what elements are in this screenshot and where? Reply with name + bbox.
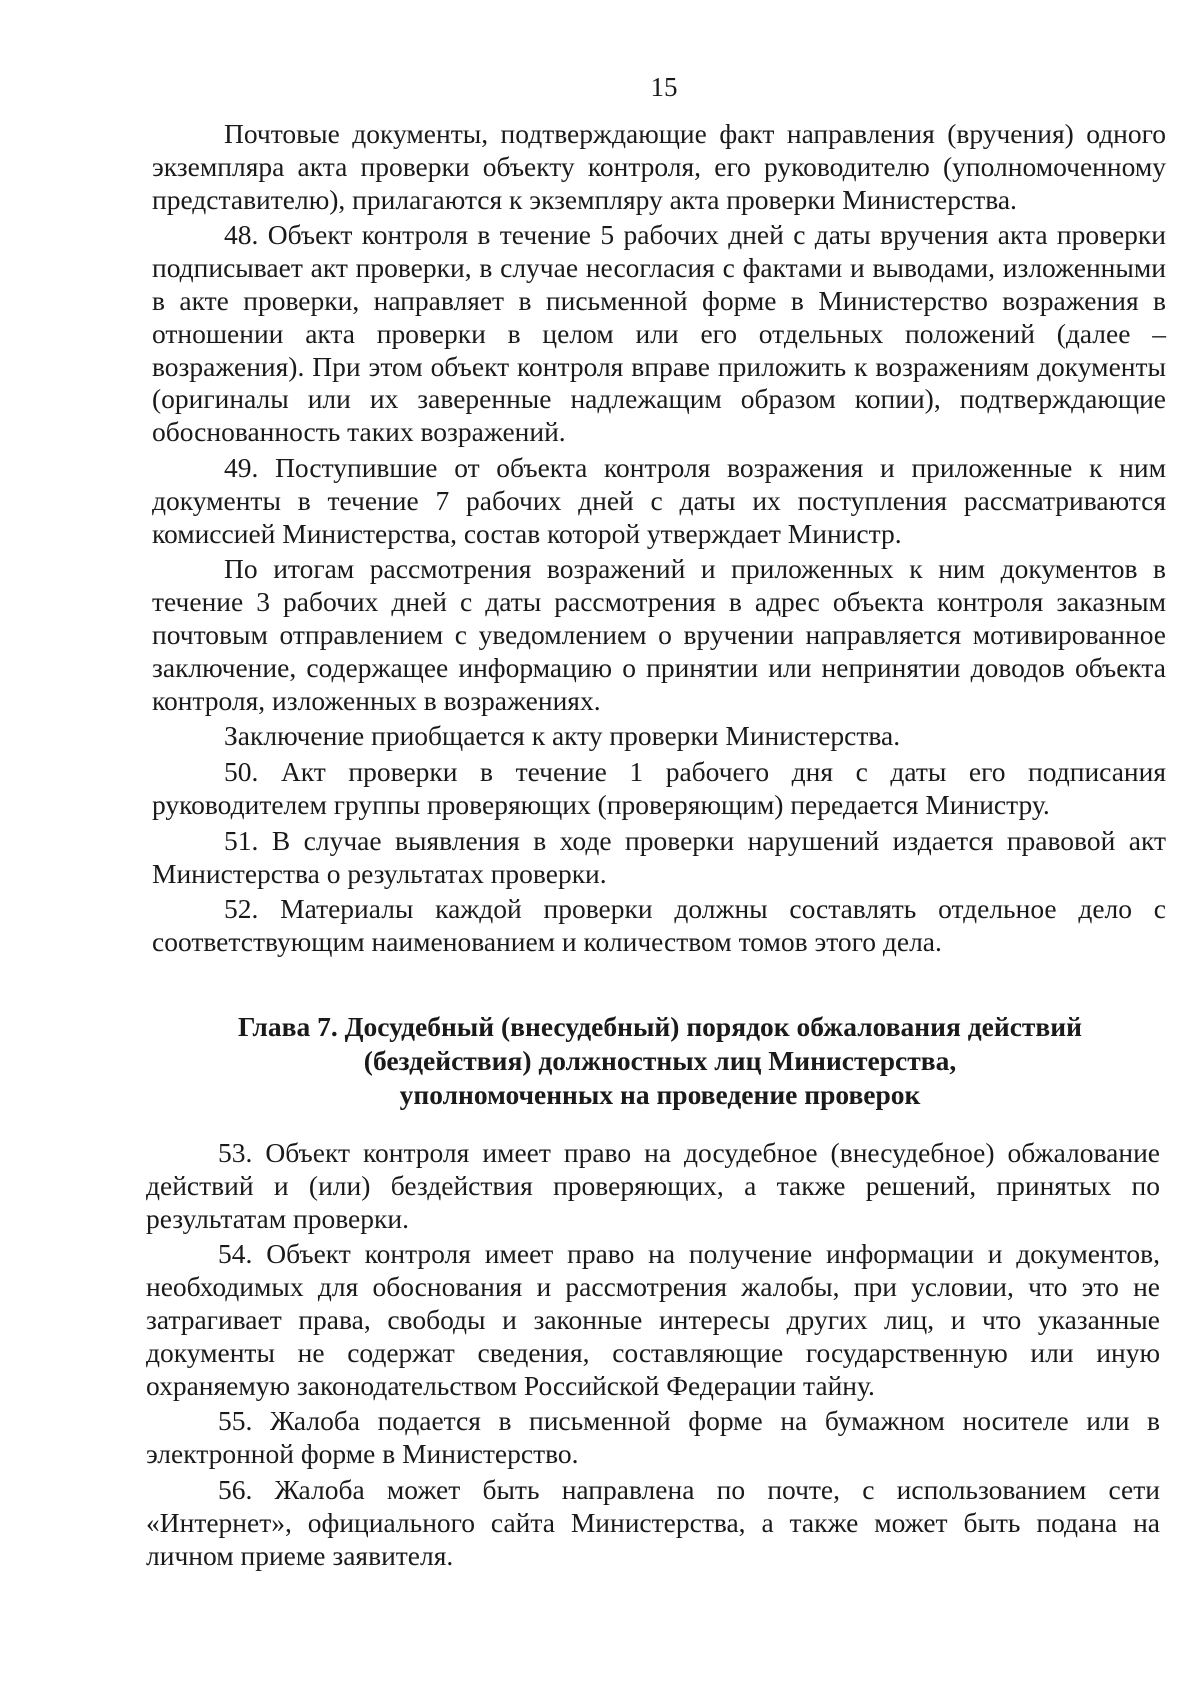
chapter-heading-line-1: Глава 7. Досудебный (внесудебный) порядок обжалования действий	[238, 1011, 1082, 1042]
chapter-heading	[200, 1010, 1120, 1112]
paragraph-55: 55. Жалоба подается в письменной форме на бумажном носителе или в электронной форме в Министерство.	[146, 1405, 1160, 1470]
chapter-heading-line-2: (бездействия) должностных лиц Министерства,	[363, 1045, 957, 1076]
paragraph-50: 50. Акт проверки в течение 1 рабочего дня с даты его подписания руководителем группы проверяющих (проверяющим) передается Министру.	[152, 756, 1166, 820]
paragraph-51: 51. В случае выявления в ходе проверки нарушений издается правовой акт Министерства о результатах проверки.	[152, 824, 1166, 889]
paragraph-postal-documents: Почтовые документы, подтверждающие факт направления (вручения) одного экземпляра акта проверки объекту контроля, его руководителю (уполномоченному представителю), прилагаются к экземпляру акта проверки Министерства.	[152, 118, 1166, 215]
page-number: 15	[650, 72, 678, 102]
paragraph-54: 54. Объект контроля имеет право на получение информации и документов, необходимых для обоснования и рассмотрения жалобы, при условии, что это не затрагивает права, свободы и законные интересы других лиц, и что указанные документы не содержат сведения, составляющие государственную или иную охраняемую законодательством Российской Федерации тайну.	[146, 1238, 1160, 1401]
paragraph-56: 56. Жалоба может быть направлена по почте, с использованием сети «Интернет», официального сайта Министерства, а также может быть подана на личном приеме заявителя.	[146, 1473, 1160, 1571]
body-text-section-bottom	[146, 1137, 1160, 1572]
body-text-section-top	[152, 118, 1166, 959]
paragraph-48: 48. Объект контроля в течение 5 рабочих дней с даты вручения акта проверки подписывает акт проверки, в случае несогласия с фактами и выводами, изложенными в акте проверки, направляет в письменной форме в Министерство возражения в отношении акта проверки в целом или его отдельных положений (далее – возражения). При этом объект контроля вправе приложить к возражениям документы (оригиналы или их заверенные надлежащим образом копии), подтверждающие обоснованность таких возражений.	[152, 219, 1166, 448]
paragraph-52: 52. Материалы каждой проверки должны составлять отдельное дело с соответствующим наименованием и количеством томов этого дела.	[152, 893, 1166, 958]
paragraph-53: 53. Объект контроля имеет право на досудебное (внесудебное) обжалование действий и (или) бездействия проверяющих, а также решений, принятых по результатам проверки.	[146, 1137, 1160, 1234]
paragraph-49: 49. Поступившие от объекта контроля возражения и приложенные к ним документы в течение 7 рабочих дней с даты их поступления рассматриваются комиссией Министерства, состав которой утверждает Министр.	[152, 451, 1166, 549]
chapter-heading-line-3: уполномоченных на проведение проверок	[399, 1079, 921, 1110]
paragraph-review-results: По итогам рассмотрения возражений и приложенных к ним документов в течение 3 рабочих дней с даты рассмотрения в адрес объекта контроля заказным почтовым отправлением с уведомлением о вручении направляется мотивированное заключение, содержащее информацию о принятии или непринятии доводов объекта контроля, изложенных в возражениях.	[152, 553, 1166, 716]
paragraph-conclusion: Заключение приобщается к акту проверки Министерства.	[224, 720, 901, 752]
